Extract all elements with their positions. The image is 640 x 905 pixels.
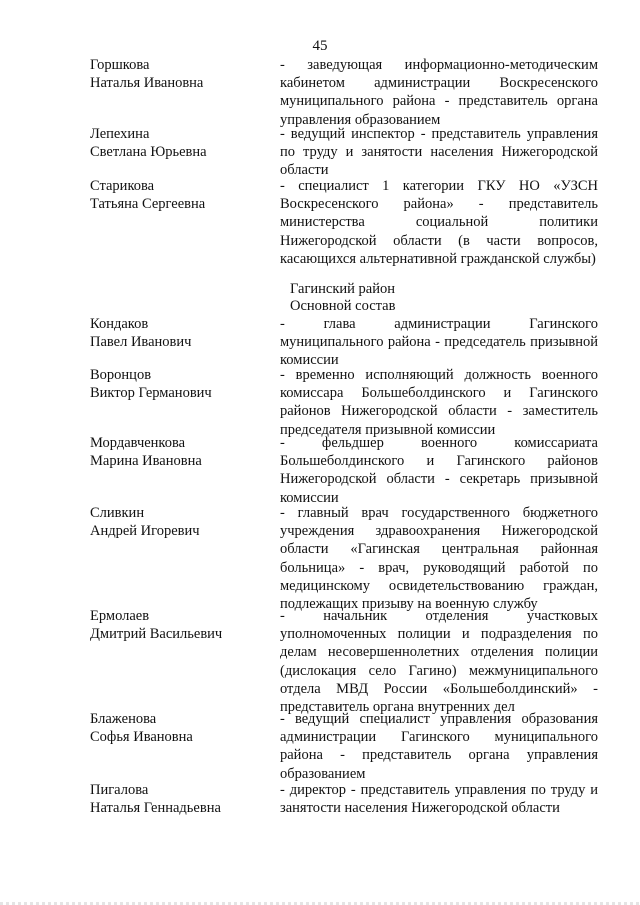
member-surname: Кондаков <box>90 316 149 332</box>
member-name <box>90 56 270 92</box>
member-surname: Лепехина <box>90 126 150 142</box>
member-role: - специалист 1 категории ГКУ НО «УЗСН Воскресенского района» - представитель министерства социальной политики Нижегородской области (в части вопросов, касающихся альтернативной гражданской службы) <box>280 178 598 267</box>
member-role: - главный врач государственного бюджетного учреждения здравоохранения Нижегородской области «Гагинская центральная районная больница» - врач, руководящий работой по медицинскому освидетельствованию граждан, подлежащих призыву на военную службу <box>280 505 598 613</box>
member-surname: Горшкова <box>90 57 150 73</box>
member-name <box>90 710 270 746</box>
page-number: 45 <box>312 38 328 54</box>
member-surname: Воронцов <box>90 367 152 383</box>
member-given-names: Виктор Германович <box>90 385 212 402</box>
member-given-names: Марина Ивановна <box>90 453 202 470</box>
member-role: - ведущий инспектор - представитель управления по труду и занятости населения Нижегородской области <box>280 126 598 179</box>
member-role: - директор - представитель управления по труду и занятости населения Нижегородской области <box>280 782 598 817</box>
member-given-names: Татьяна Сергеевна <box>90 196 206 213</box>
member-given-names: Павел Иванович <box>90 334 192 351</box>
member-role: - ведущий специалист управления образования администрации Гагинского муниципального района - представитель органа управления образованием <box>280 711 598 782</box>
member-name <box>90 366 270 402</box>
member-given-names: Наталья Геннадьевна <box>90 800 221 817</box>
member-name <box>90 504 270 540</box>
member-surname: Старикова <box>90 178 155 194</box>
member-given-names: Наталья Ивановна <box>90 75 204 92</box>
district-heading: Гагинский район <box>290 281 396 297</box>
member-role: - заведующая информационно-методическим кабинетом администрации Воскресенского муниципального района - представитель органа управления образованием <box>280 57 598 128</box>
member-surname: Блаженова <box>90 711 157 727</box>
member-name <box>90 177 270 213</box>
member-role: - временно исполняющий должность военного комиссара Большеболдинского и Гагинского районов Нижегородской области - заместитель председателя призывной комиссии <box>280 367 598 438</box>
member-surname: Ермолаев <box>90 608 150 624</box>
member-name <box>90 315 270 351</box>
member-role: - глава администрации Гагинского муниципального района - председатель призывной комиссии <box>280 316 598 369</box>
member-role: - начальник отделения участковых уполномоченных полиции и подразделения по делам несовершеннолетних отделения полиции (дислокация село Гагино) межмуниципального отдела МВД России «Большеболдинский» - представитель органа внутренних дел <box>280 608 598 716</box>
member-name <box>90 434 270 470</box>
member-given-names: Дмитрий Васильевич <box>90 626 223 643</box>
member-surname: Пигалова <box>90 782 149 798</box>
member-role: - фельдшер военного комиссариата Большеболдинского и Гагинского районов Нижегородской области - секретарь призывной комиссии <box>280 435 598 506</box>
composition-heading: Основной состав <box>290 298 396 314</box>
member-name <box>90 781 270 817</box>
member-given-names: Софья Ивановна <box>90 729 193 746</box>
member-name <box>90 607 270 643</box>
member-surname: Мордавченкова <box>90 435 186 451</box>
member-name <box>90 125 270 161</box>
member-given-names: Андрей Игоревич <box>90 523 200 540</box>
member-surname: Сливкин <box>90 505 145 521</box>
member-given-names: Светлана Юрьевна <box>90 144 207 161</box>
